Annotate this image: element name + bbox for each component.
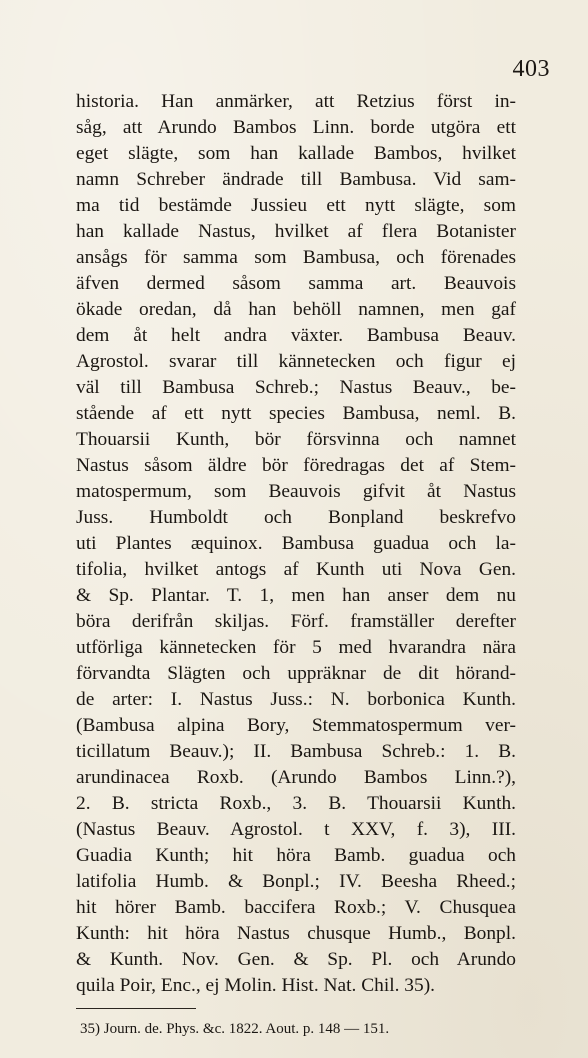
text-line: (Nastus Beauv. Agrostol. t XXV, f. 3), III. <box>76 819 516 840</box>
text-line: han kallade Nastus, hvilket af flera Botanister <box>76 221 516 242</box>
text-line: ansågs för samma som Bambusa, och förenades <box>76 247 516 268</box>
text-line: utförliga kännetecken för 5 med hvarandra nära <box>76 637 516 658</box>
text-line: Thouarsii Kunth, bör försvinna och namnet <box>76 429 516 450</box>
text-line: äfven dermed såsom samma art. Beauvois <box>76 273 516 294</box>
text-line: hit hörer Bamb. baccifera Roxb.; V. Chusquea <box>76 897 516 918</box>
text-line: ticillatum Beauv.); II. Bambusa Schreb.: 1. B. <box>76 741 516 762</box>
text-line: böra derifrån skiljas. Förf. framställer derefter <box>76 611 516 632</box>
text-line: (Bambusa alpina Bory, Stemmatospermum ver- <box>76 715 516 736</box>
text-line: matospermum, som Beauvois gifvit åt Nastus <box>76 481 516 502</box>
text-line: arundinacea Roxb. (Arundo Bambos Linn.?), <box>76 767 516 788</box>
text-line: Juss. Humboldt och Bonpland beskrefvo <box>76 507 516 528</box>
text-line: de arter: I. Nastus Juss.: N. borbonica Kunth. <box>76 689 516 710</box>
text-line: förvandta Slägten och uppräknar de dit hörand- <box>76 663 516 684</box>
text-line: ökade oredan, då han behöll namnen, men gaf <box>76 299 516 320</box>
body-text <box>76 89 516 999</box>
text-line: Agrostol. svarar till kännetecken och figur ej <box>76 351 516 372</box>
text-line: väl till Bambusa Schreb.; Nastus Beauv., be- <box>76 377 516 398</box>
page-number: 403 <box>512 56 550 82</box>
text-line: historia. Han anmärker, att Retzius först in- <box>76 91 516 112</box>
text-line: uti Plantes æquinox. Bambusa guadua och la- <box>76 533 516 554</box>
text-line: 2. B. stricta Roxb., 3. B. Thouarsii Kunth. <box>76 793 516 814</box>
text-line: dem åt helt andra växter. Bambusa Beauv. <box>76 325 516 346</box>
text-line: eget slägte, som han kallade Bambos, hvilket <box>76 143 516 164</box>
text-line: Kunth: hit höra Nastus chusque Humb., Bonpl. <box>76 923 516 944</box>
text-line: stående af ett nytt species Bambusa, neml. B. <box>76 403 516 424</box>
text-line: tifolia, hvilket antogs af Kunth uti Nova Gen. <box>76 559 516 580</box>
text-line: ma tid bestämde Jussieu ett nytt slägte, som <box>76 195 516 216</box>
text-line: Guadia Kunth; hit höra Bamb. guadua och <box>76 845 516 866</box>
text-line: latifolia Humb. & Bonpl.; IV. Beesha Rheed.; <box>76 871 516 892</box>
text-line: & Kunth. Nov. Gen. & Sp. Pl. och Arundo <box>76 949 516 970</box>
text-line: namn Schreber ändrade till Bambusa. Vid sam- <box>76 169 516 190</box>
text-line: såg, att Arundo Bambos Linn. borde utgöra ett <box>76 117 516 138</box>
footnote-rule <box>76 1008 196 1009</box>
footnote: 35) Journ. de. Phys. &c. 1822. Aout. p. 148 — 151. <box>80 1021 390 1037</box>
text-line: Nastus såsom äldre bör föredragas det af Stem- <box>76 455 516 476</box>
text-line: quila Poir, Enc., ej Molin. Hist. Nat. Chil. 35). <box>76 975 436 996</box>
text-line: & Sp. Plantar. T. 1, men han anser dem nu <box>76 585 516 606</box>
